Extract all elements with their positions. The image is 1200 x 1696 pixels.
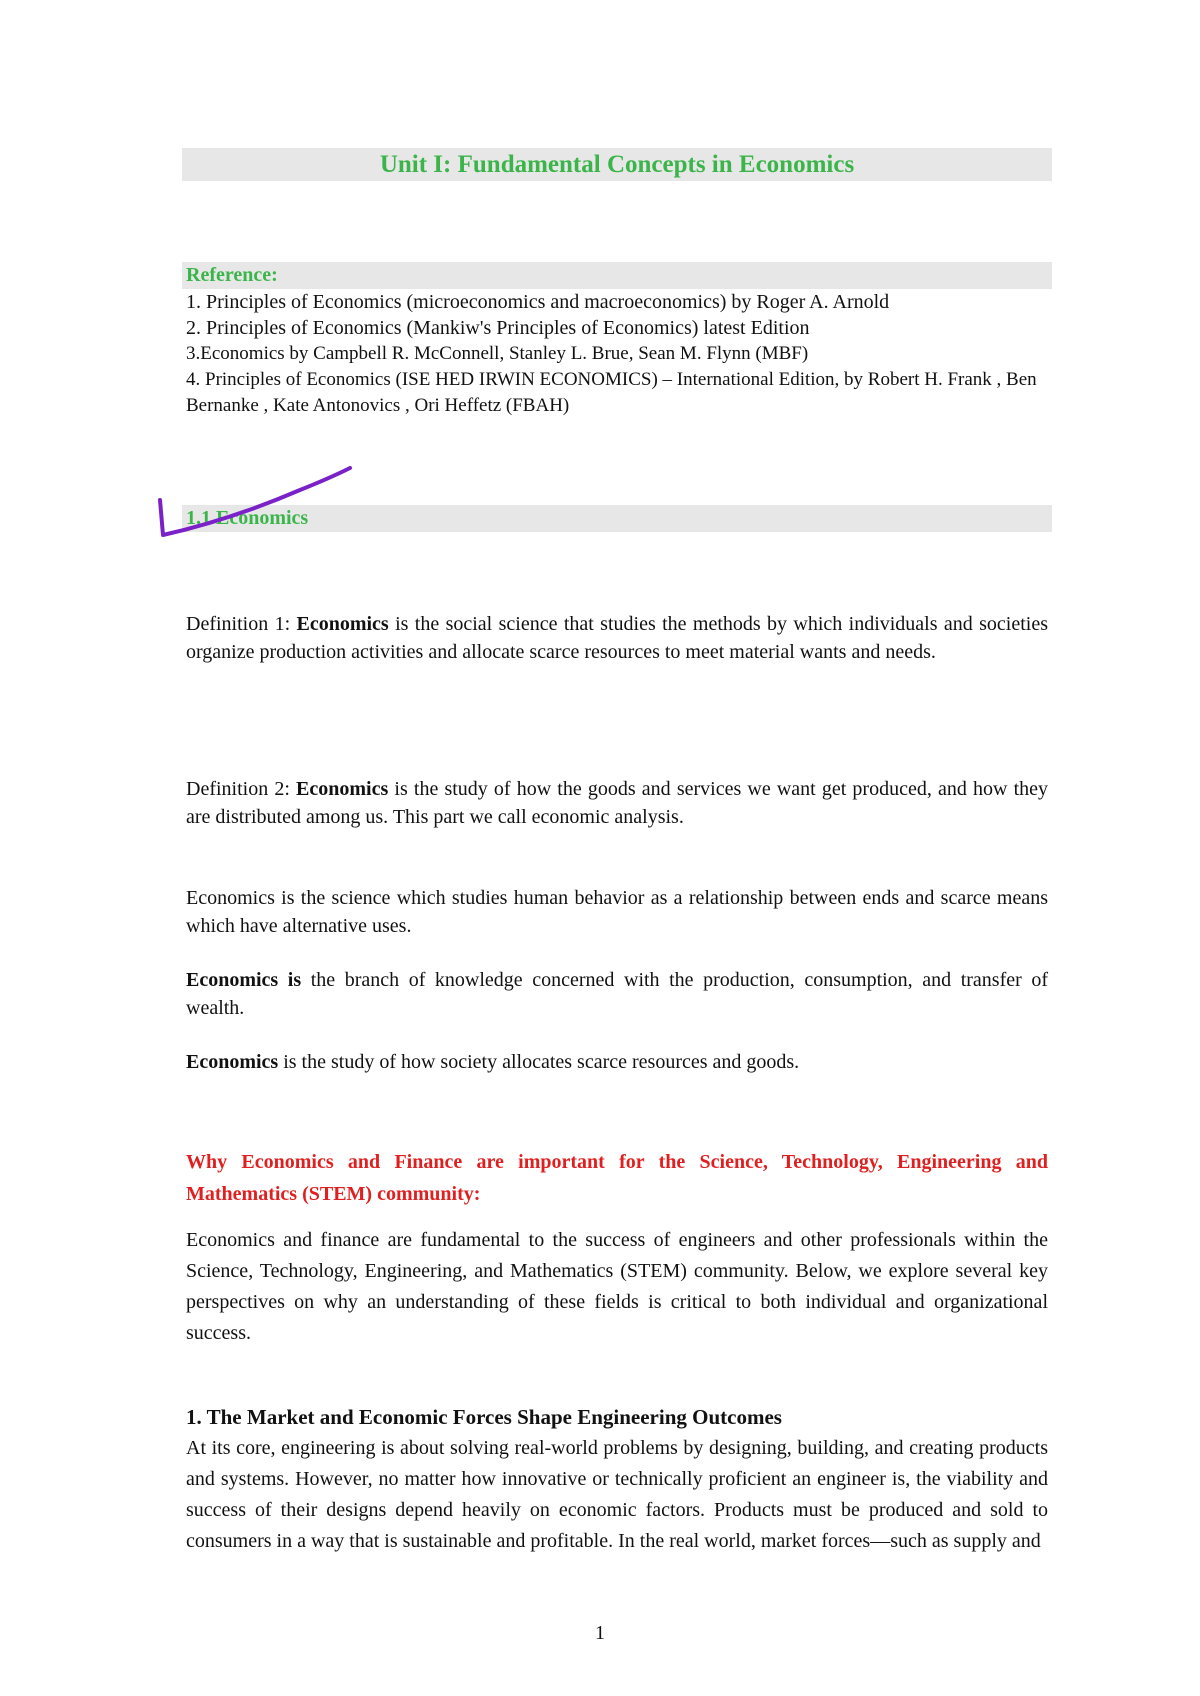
unit-title: Unit I: Fundamental Concepts in Economics xyxy=(182,148,1052,181)
reference-item: 2. Principles of Economics (Mankiw's Principles of Economics) latest Edition xyxy=(186,317,810,339)
point-1-heading: 1. The Market and Economic Forces Shape Engineering Outcomes xyxy=(186,1405,782,1429)
reference-item: 3.Economics by Campbell R. McConnell, Stanley L. Brue, Sean M. Flynn (MBF) xyxy=(186,343,809,364)
reference-heading: Reference: xyxy=(182,262,1052,289)
definition-2-text: is the study of how the goods and services we want get produced, and how they are distributed among us. This part we call economic analysis. xyxy=(186,778,1048,828)
definition-2-term: Economics xyxy=(296,778,389,800)
definition-2-prefix: Definition 2: xyxy=(186,778,297,800)
stem-intro: Economics and finance are fundamental to the success of engineers and other professionals within the Science, Technology, Engineering, and Mathematics (STEM) community. Below, we explore several key perspectives on why an understanding of these fields is critical to both individual and organizational success. xyxy=(186,1229,1048,1344)
definition-3: Economics is the science which studies human behavior as a relationship between ends and scarce means which have alternative uses. xyxy=(186,887,1048,937)
definition-1-prefix: Definition 1: xyxy=(186,613,297,635)
pen-stroke xyxy=(160,468,350,535)
definition-1-text: is the social science that studies the methods by which individuals and societies organize production activities and allocate scarce resources to meet material wants and needs. xyxy=(186,613,1048,663)
point-1-text: At its core, engineering is about solving real-world problems by designing, building, and creating products and systems. However, no matter how innovative or technically proficient an engineer is, the viability and success of their designs depend heavily on economic factors. Products must be produced and sold to consumers in a way that is sustainable and profitable. In the real world, market forces—such as supply and xyxy=(186,1437,1048,1552)
definition-5-text: is the study of how society allocates scarce resources and goods. xyxy=(278,1051,800,1073)
reference-item: 4. Principles of Economics (ISE HED IRWIN ECONOMICS) – International Edition, by Robert H. Frank , Ben Bernanke , Kate Antonovics , Ori Heffetz (FBAH) xyxy=(186,369,1037,416)
page-number: 1 xyxy=(595,1622,605,1644)
section-heading: 1.1 Economics xyxy=(182,505,1052,532)
reference-item: 1. Principles of Economics (microeconomics and macroeconomics) by Roger A. Arnold xyxy=(186,291,890,313)
definition-4-term: Economics is xyxy=(186,969,302,991)
definition-4-text: the branch of knowledge concerned with the production, consumption, and transfer of wealth. xyxy=(186,969,1049,1019)
definition-1-term: Economics xyxy=(296,613,389,635)
stem-heading: Why Economics and Finance are important for the Science, Technology, Engineering and Mathematics (STEM) community: xyxy=(186,1151,1048,1205)
definition-5-term: Economics xyxy=(186,1051,279,1073)
